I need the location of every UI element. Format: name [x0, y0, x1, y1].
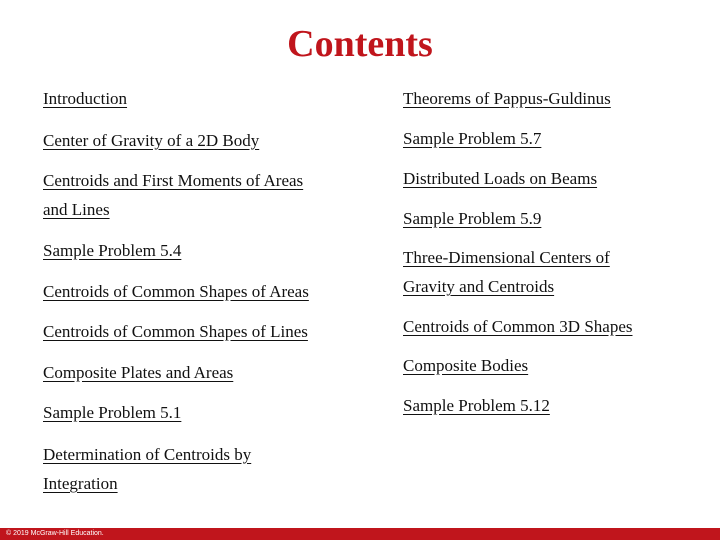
link-centroids-integration[interactable]	[43, 440, 251, 498]
link-distributed-loads[interactable]: Distributed Loads on Beams	[403, 169, 598, 188]
link-common-shapes-areas[interactable]: Centroids of Common Shapes of Areas	[43, 282, 309, 301]
link-introduction[interactable]: Introduction	[43, 89, 128, 108]
link-centroids-first-moments[interactable]	[43, 166, 303, 224]
link-sample-problem-5-4[interactable]: Sample Problem 5.4	[43, 241, 182, 260]
link-three-dimensional-centers[interactable]	[403, 243, 610, 301]
link-centroids-first-moments-line2: and Lines	[43, 200, 110, 219]
link-sample-problem-5-12[interactable]: Sample Problem 5.12	[403, 396, 550, 415]
link-sample-problem-5-9[interactable]: Sample Problem 5.9	[403, 209, 542, 228]
link-centroids-first-moments-line1: Centroids and First Moments of Areas	[43, 171, 304, 190]
link-centroids-integration-line2: Integration	[43, 474, 118, 493]
link-composite-bodies[interactable]: Composite Bodies	[403, 356, 529, 375]
link-sample-problem-5-7[interactable]: Sample Problem 5.7	[403, 129, 542, 148]
link-centroids-integration-line1: Determination of Centroids by	[43, 445, 252, 464]
link-common-shapes-lines[interactable]: Centroids of Common Shapes of Lines	[43, 322, 308, 341]
link-composite-plates[interactable]: Composite Plates and Areas	[43, 363, 234, 382]
link-pappus-guldinus[interactable]: Theorems of Pappus-Guldinus	[403, 89, 611, 108]
link-three-dimensional-centers-line1: Three-Dimensional Centers of	[403, 248, 610, 267]
link-common-3d-shapes[interactable]: Centroids of Common 3D Shapes	[403, 317, 633, 336]
footer-bar	[0, 528, 720, 540]
link-three-dimensional-centers-line2: Gravity and Centroids	[403, 277, 555, 296]
copyright-text: © 2019 McGraw-Hill Education.	[6, 530, 104, 537]
link-center-of-gravity[interactable]: Center of Gravity of a 2D Body	[43, 131, 260, 150]
link-sample-problem-5-1[interactable]: Sample Problem 5.1	[43, 403, 182, 422]
page-title: Contents	[287, 23, 433, 65]
